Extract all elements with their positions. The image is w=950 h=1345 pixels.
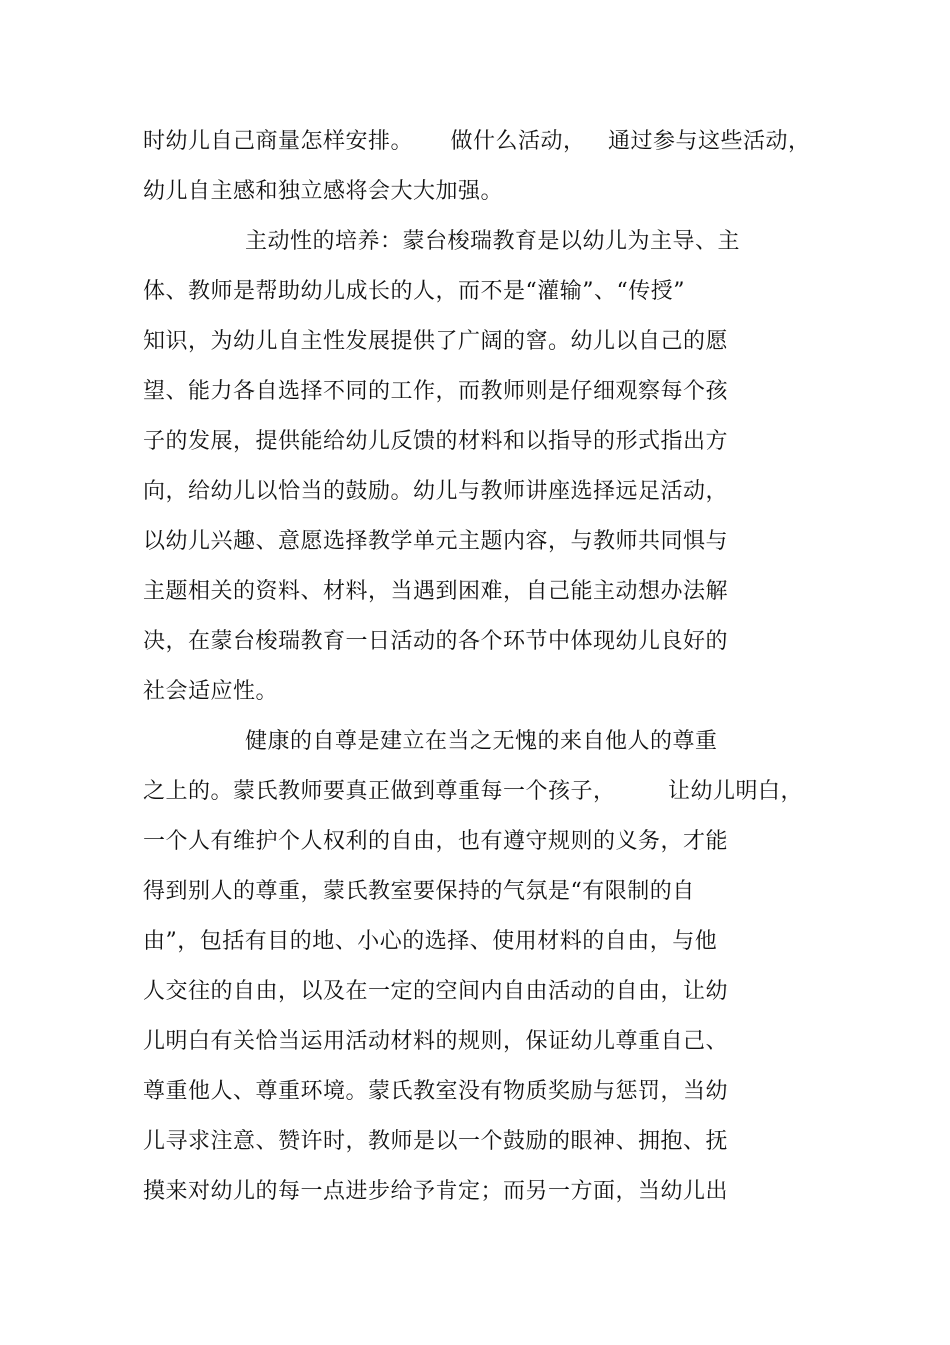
text-line-2: 幼儿自主感和独立感将会大大加强。 (143, 179, 504, 204)
text-line-9: 以幼儿兴趣、意愿选择教学单元主题内容，与教师共同惧与 (143, 529, 729, 554)
text-line-15: 一个人有维护个人权利的自由，也有遵守规则的义务，才能 (143, 829, 729, 854)
text-line-22: 摸来对幼儿的每一点进步给予肯定；而另一方面，当幼儿出 (143, 1179, 729, 1204)
paragraph-start-initiative: 主动性的培养：蒙台梭瑞教育是以幼儿为主导、主 (245, 229, 741, 254)
text-line-8: 向，给幼儿以恰当的鼓励。幼儿与教师讲座选择远足活动， (143, 479, 729, 504)
text-line-6: 望、能力各自选择不同的工作，而教师则是仔细观察每个孩 (143, 379, 729, 404)
text-line-1: 时幼儿自己商量怎样安排。 做什么活动， 通过参与这些活动， (143, 129, 811, 154)
text-line-12: 社会适应性。 (143, 679, 279, 704)
text-line-5: 知识，为幼儿自主性发展提供了广阔的窨。幼儿以自己的愿 (143, 329, 729, 354)
text-line-20: 尊重他人、尊重环境。蒙氏教室没有物质奖励与惩罚，当幼 (143, 1079, 729, 1104)
text-line-16: 得到别人的尊重，蒙氏教室要保持的气氛是“有限制的自 (143, 879, 695, 904)
paragraph-start-self-esteem: 健康的自尊是建立在当之无愧的来自他人的尊重 (245, 729, 718, 754)
text-line-19: 儿明白有关恰当运用活动材料的规则，保证幼儿尊重自己、 (143, 1029, 729, 1054)
text-line-7: 子的发展，提供能给幼儿反馈的材料和以指导的形式指出方 (143, 429, 729, 454)
text-line-21: 儿寻求注意、赞许时，教师是以一个鼓励的眼神、拥抱、抚 (143, 1129, 729, 1154)
text-line-11: 决，在蒙台梭瑞教育一日活动的各个环节中体现幼儿良好的 (143, 629, 729, 654)
text-line-10: 主题相关的资料、材料，当遇到困难，自己能主动想办法解 (143, 579, 729, 604)
text-line-14: 之上的。蒙氏教师要真正做到尊重每一个孩子， 让幼儿明白， (143, 779, 803, 804)
text-line-4: 体、教师是帮助幼儿成长的人，而不是“灌输”、“传授” (143, 279, 685, 304)
text-line-18: 人交往的自由，以及在一定的空间内自由活动的自由，让幼 (143, 979, 729, 1004)
text-line-17: 由”，包括有目的地、小心的选择、使用材料的自由，与他 (143, 929, 718, 954)
